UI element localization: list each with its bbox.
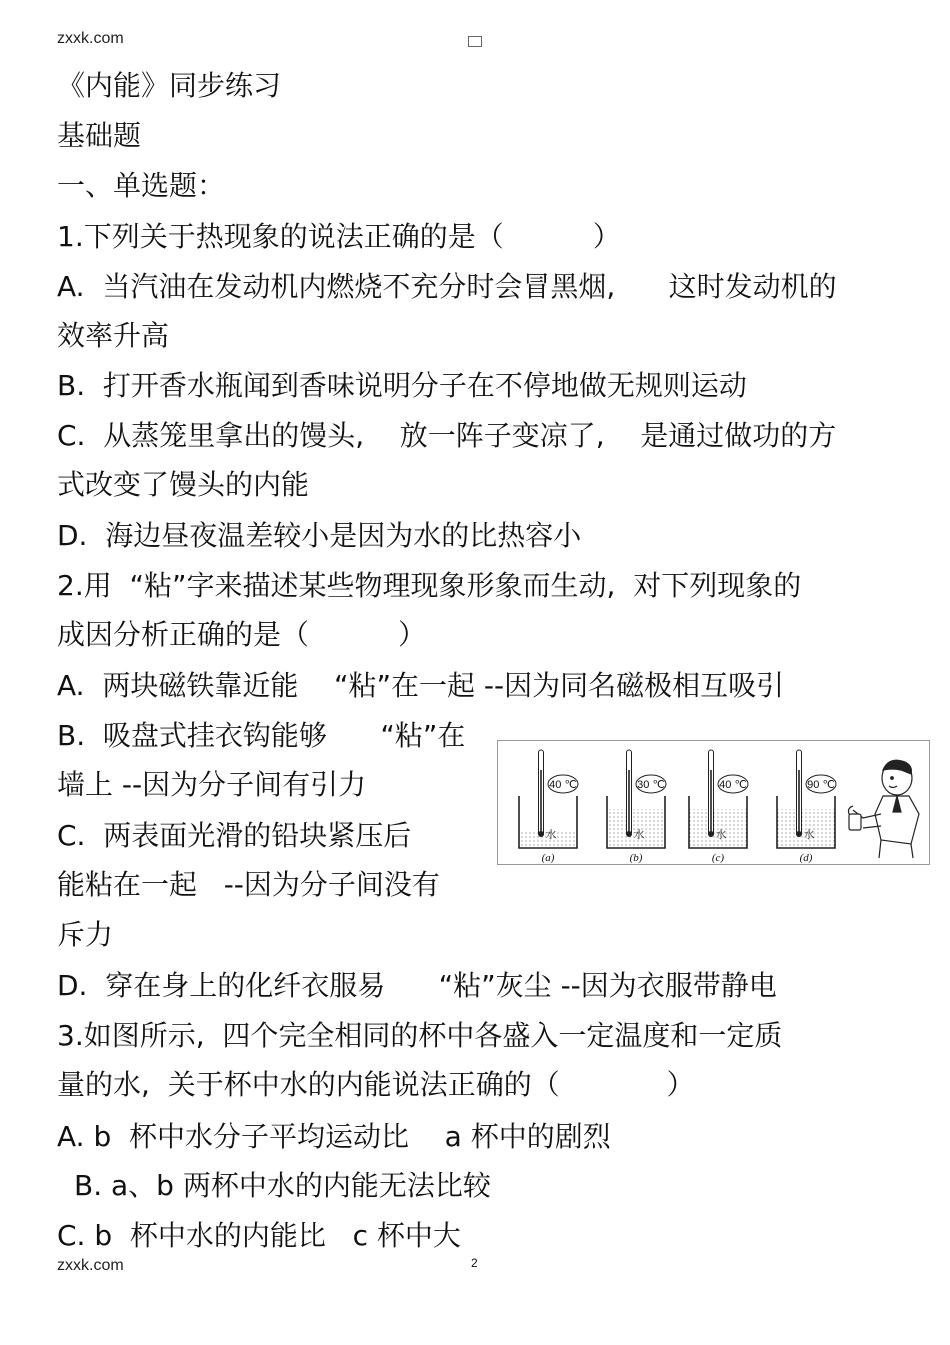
q1-option-d: D. 海边昼夜温差较小是因为水的比热容小 [57, 519, 582, 552]
page-number: 2 [471, 1256, 478, 1270]
thermometer-bulb [538, 831, 544, 837]
temp-label: 40 ℃ [549, 779, 577, 791]
beakers-figure [497, 740, 930, 865]
q3-option-a: A. b 杯中水分子平均运动比 a 杯中的剧烈 [57, 1120, 611, 1153]
q2-stem: 2.用 “粘”字来描述某些物理现象形象而生动, 对下列现象的 [57, 569, 802, 602]
q2-option-d: D. 穿在身上的化纤衣服易 “粘”灰尘 --因为衣服带静电 [57, 969, 777, 1002]
q1-option-a: A. 当汽油在发动机内燃烧不充分时会冒黑烟, 这时发动机的 [57, 270, 837, 303]
water-label: 水 [633, 828, 645, 841]
q1-option-a-cont: 效率升高 [57, 319, 170, 352]
thermometer-bulb [708, 831, 714, 837]
q2-stem-cont: 成因分析正确的是（ ） [57, 618, 427, 651]
q2-option-c: C. 两表面光滑的铅块紧压后 [57, 819, 412, 852]
beaker-label: (b) [629, 852, 643, 864]
water-label: 水 [803, 828, 815, 841]
q2-option-b-cont: 墙上 --因为分子间有引力 [57, 768, 367, 801]
thermometer-bulb [626, 831, 632, 837]
temp-label: 90 ℃ [807, 779, 835, 791]
q3-stem: 3.如图所示, 四个完全相同的杯中各盛入一定温度和一定质 [57, 1019, 783, 1052]
footer-site: zxxk.com [57, 1257, 124, 1274]
temp-label: 30 ℃ [637, 779, 665, 791]
q1-option-b: B. 打开香水瓶闻到香味说明分子在不停地做无规则运动 [57, 369, 747, 402]
doc-title: 《内能》同步练习 [57, 69, 282, 102]
header-site: zxxk.com [57, 30, 124, 47]
q2-option-a: A. 两块磁铁靠近能 “粘”在一起 --因为同名磁极相互吸引 [57, 669, 785, 702]
boy-illustration [849, 760, 920, 858]
temp-label: 40 ℃ [719, 779, 747, 791]
section-heading: 基础题 [57, 119, 142, 152]
q2-option-b: B. 吸盘式挂衣钩能够 “粘”在 [57, 719, 466, 752]
beaker-label: (c) [711, 852, 725, 864]
q3-stem-cont: 量的水, 关于杯中水的内能说法正确的（ ） [57, 1068, 695, 1101]
beaker-label: (d) [799, 852, 813, 864]
water-label: 水 [545, 828, 557, 841]
thermometer-bulb [796, 831, 802, 837]
q1-stem: 1.下列关于热现象的说法正确的是（ ） [57, 220, 621, 253]
q2-option-c-cont: 能粘在一起 --因为分子间没有 [57, 868, 440, 901]
q1-option-c-cont: 式改变了馒头的内能 [57, 468, 310, 501]
q1-option-c: C. 从蒸笼里拿出的馒头, 放一阵子变凉了, 是通过做功的方 [57, 419, 837, 452]
q3-option-c: C. b 杯中水的内能比 c 杯中大 [57, 1219, 461, 1252]
water-label: 水 [715, 828, 727, 841]
part-heading: 一、单选题： [57, 169, 226, 202]
q2-option-c-cont2: 斥力 [57, 918, 114, 951]
placeholder-box-icon [468, 36, 482, 47]
q3-option-b: B. a、b 两杯中水的内能无法比较 [74, 1169, 491, 1202]
beaker-label: (a) [541, 852, 555, 864]
